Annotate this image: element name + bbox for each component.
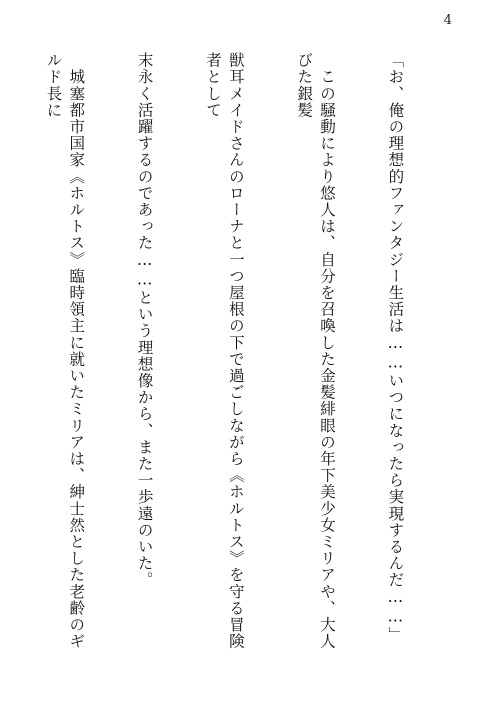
text-line: 「お、俺の理想的ファンタジー生活は……いつになったら実現するんだ……」: [386, 52, 405, 643]
text-line: 城塞都市国家《ホルトス》臨時領主に就いたミリアは、紳士然とした老齢のギルド長に: [44, 52, 86, 650]
text-line: 末永く活躍するのであった……という理想像から、また一歩遠のいた。: [135, 52, 154, 589]
body-text: [42, 52, 452, 652]
text-line: この騒動により悠人は、自分を召喚した金髪緋眼の年下美少女ミリアや、大人びた銀髪: [295, 52, 337, 650]
page-number: 4: [443, 13, 452, 28]
text-line: 獣耳メイドさんのローナと一つ屋根の下で過ごしながら《ホルトス》を守る冒険者として: [204, 52, 245, 650]
